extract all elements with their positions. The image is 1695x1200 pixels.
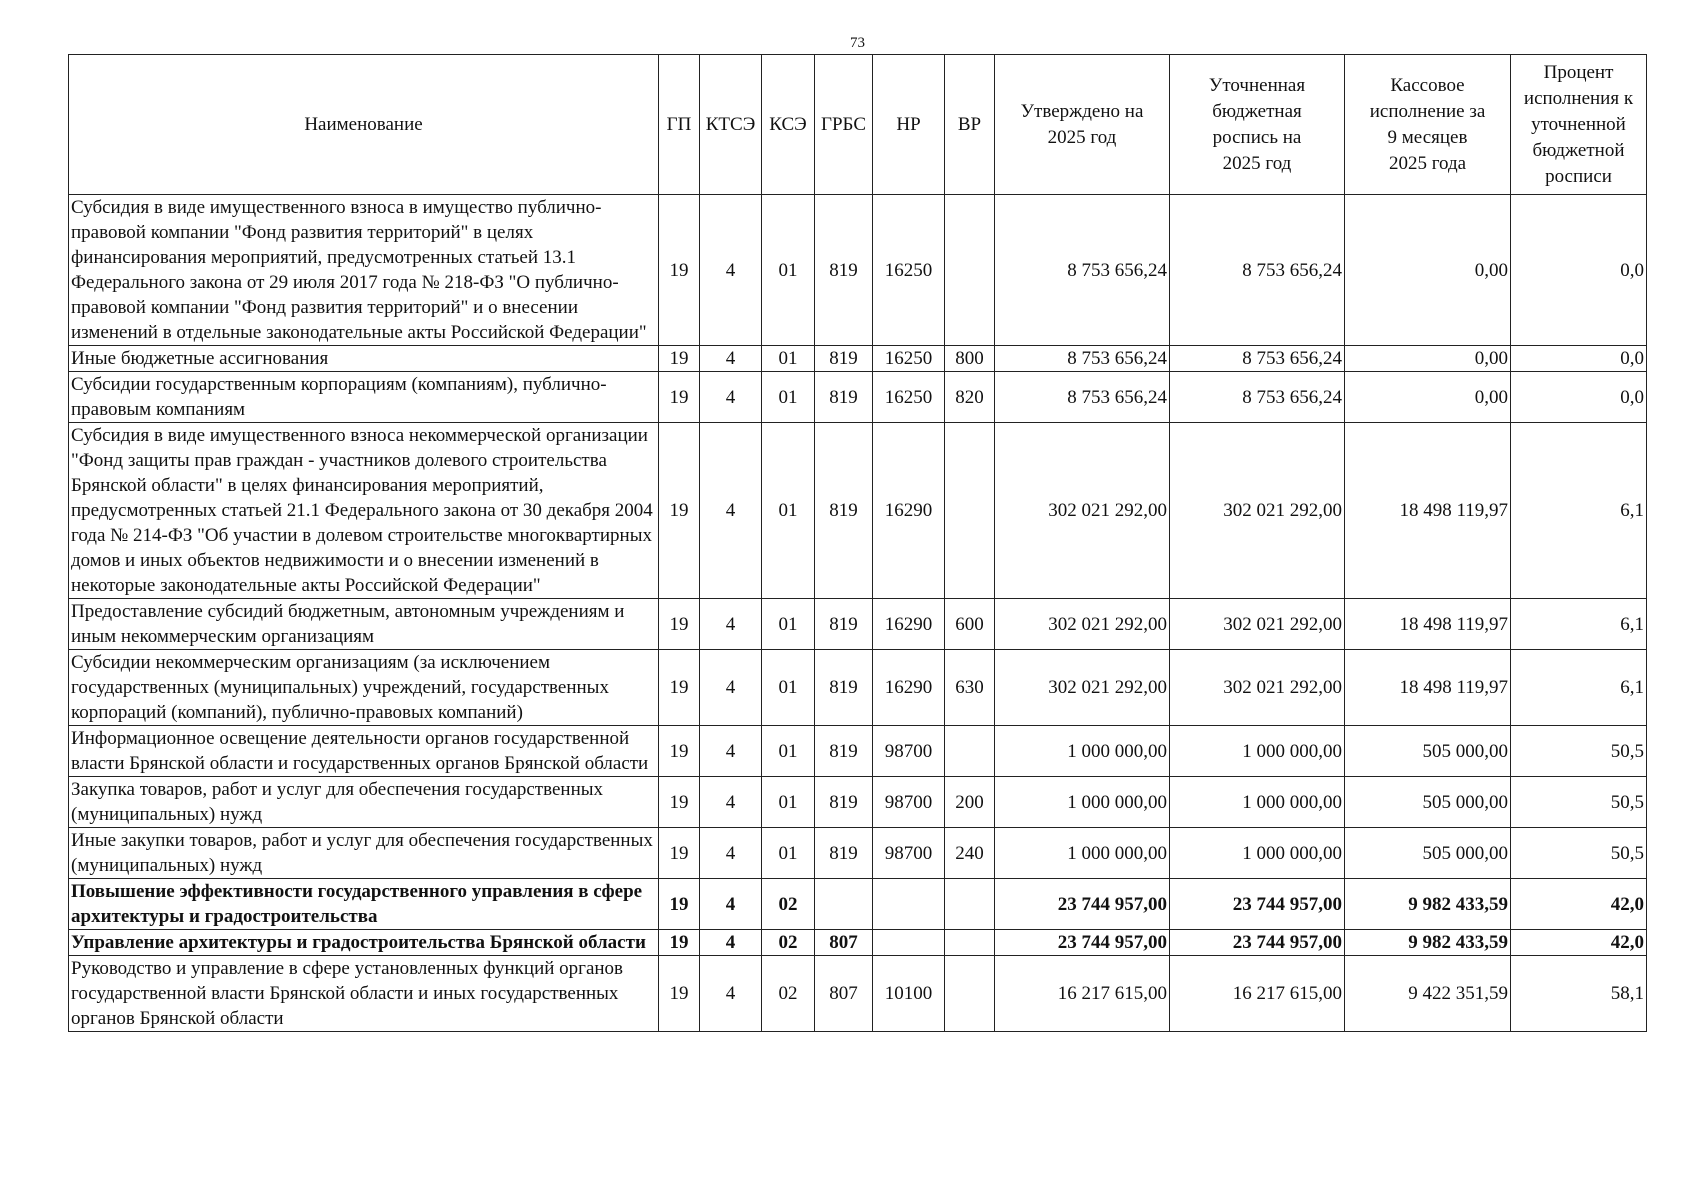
cell-refined: 8 753 656,24 (1170, 195, 1345, 346)
cell-approved: 8 753 656,24 (995, 195, 1170, 346)
cell-ktse: 4 (700, 423, 762, 599)
cell-grbs: 819 (815, 726, 873, 777)
table-row (69, 423, 1647, 599)
cell-refined: 302 021 292,00 (1170, 423, 1345, 599)
table-row (69, 650, 1647, 726)
cell-grbs: 807 (815, 930, 873, 956)
header-cash: Кассовое исполнение за 9 месяцев 2025 года (1345, 55, 1511, 195)
cell-approved: 8 753 656,24 (995, 372, 1170, 423)
cell-cash: 505 000,00 (1345, 828, 1511, 879)
header-percent: Процент исполнения к уточненной бюджетной росписи (1511, 55, 1647, 195)
cell-gp: 19 (659, 599, 700, 650)
cell-refined: 302 021 292,00 (1170, 599, 1345, 650)
cell-percent: 6,1 (1511, 599, 1647, 650)
header-ktse: КТСЭ (700, 55, 762, 195)
cell-approved: 1 000 000,00 (995, 828, 1170, 879)
cell-name: Закупка товаров, работ и услуг для обеспечения государственных (муниципальных) нужд (69, 777, 659, 828)
cell-percent: 42,0 (1511, 930, 1647, 956)
header-vr: ВР (945, 55, 995, 195)
cell-approved: 302 021 292,00 (995, 423, 1170, 599)
cell-cash: 0,00 (1345, 346, 1511, 372)
cell-cash: 0,00 (1345, 195, 1511, 346)
cell-approved: 23 744 957,00 (995, 879, 1170, 930)
header-refined: Уточненная бюджетная роспись на 2025 год (1170, 55, 1345, 195)
cell-gp: 19 (659, 195, 700, 346)
table-body (69, 195, 1647, 1032)
cell-cash: 9 982 433,59 (1345, 930, 1511, 956)
cell-name: Предоставление субсидий бюджетным, автономным учреждениям и иным некоммерческим организациям (69, 599, 659, 650)
cell-nr: 16290 (873, 650, 945, 726)
cell-kse: 01 (762, 828, 815, 879)
cell-kse: 01 (762, 372, 815, 423)
cell-percent: 50,5 (1511, 777, 1647, 828)
cell-grbs: 819 (815, 423, 873, 599)
cell-percent: 6,1 (1511, 650, 1647, 726)
cell-approved: 1 000 000,00 (995, 777, 1170, 828)
cell-nr: 98700 (873, 828, 945, 879)
cell-kse: 02 (762, 930, 815, 956)
table-row (69, 828, 1647, 879)
cell-nr: 16290 (873, 423, 945, 599)
cell-kse: 01 (762, 726, 815, 777)
cell-gp: 19 (659, 726, 700, 777)
cell-ktse: 4 (700, 372, 762, 423)
table-row (69, 372, 1647, 423)
cell-approved: 16 217 615,00 (995, 956, 1170, 1032)
cell-cash: 505 000,00 (1345, 777, 1511, 828)
cell-kse: 01 (762, 195, 815, 346)
cell-approved: 302 021 292,00 (995, 650, 1170, 726)
cell-kse: 01 (762, 650, 815, 726)
cell-name: Иные закупки товаров, работ и услуг для обеспечения государственных (муниципальных) нужд (69, 828, 659, 879)
cell-cash: 505 000,00 (1345, 726, 1511, 777)
header-gp: ГП (659, 55, 700, 195)
cell-refined: 1 000 000,00 (1170, 828, 1345, 879)
cell-gp: 19 (659, 372, 700, 423)
cell-vr (945, 726, 995, 777)
cell-vr: 240 (945, 828, 995, 879)
cell-percent: 0,0 (1511, 372, 1647, 423)
header-kse: КСЭ (762, 55, 815, 195)
cell-grbs: 819 (815, 372, 873, 423)
cell-cash: 0,00 (1345, 372, 1511, 423)
cell-nr: 16250 (873, 372, 945, 423)
cell-vr: 200 (945, 777, 995, 828)
cell-cash: 18 498 119,97 (1345, 599, 1511, 650)
cell-name: Повышение эффективности государственного управления в сфере архитектуры и градостроительства (69, 879, 659, 930)
cell-refined: 8 753 656,24 (1170, 346, 1345, 372)
cell-ktse: 4 (700, 346, 762, 372)
cell-kse: 01 (762, 346, 815, 372)
table-row (69, 599, 1647, 650)
cell-name: Информационное освещение деятельности органов государственной власти Брянской области и государственных органов Брянской области (69, 726, 659, 777)
cell-vr: 800 (945, 346, 995, 372)
cell-cash: 18 498 119,97 (1345, 650, 1511, 726)
cell-approved: 8 753 656,24 (995, 346, 1170, 372)
cell-grbs: 819 (815, 650, 873, 726)
cell-vr (945, 423, 995, 599)
cell-name: Управление архитектуры и градостроительства Брянской области (69, 930, 659, 956)
cell-nr: 16250 (873, 346, 945, 372)
cell-ktse: 4 (700, 956, 762, 1032)
budget-table (68, 54, 1647, 1032)
cell-name: Субсидии некоммерческим организациям (за исключением государственных (муниципальных) учреждений, государственных корпораций (компаний), публично-правовых компаний) (69, 650, 659, 726)
table-row (69, 726, 1647, 777)
cell-name: Руководство и управление в сфере установленных функций органов государственной власти Брянской области и иных государственных органов Брянской области (69, 956, 659, 1032)
cell-gp: 19 (659, 828, 700, 879)
header-approved: Утверждено на 2025 год (995, 55, 1170, 195)
cell-nr: 16250 (873, 195, 945, 346)
cell-nr: 98700 (873, 726, 945, 777)
cell-ktse: 4 (700, 650, 762, 726)
cell-vr: 820 (945, 372, 995, 423)
cell-vr: 600 (945, 599, 995, 650)
cell-name: Иные бюджетные ассигнования (69, 346, 659, 372)
cell-vr (945, 879, 995, 930)
cell-percent: 6,1 (1511, 423, 1647, 599)
cell-kse: 01 (762, 423, 815, 599)
cell-percent: 42,0 (1511, 879, 1647, 930)
cell-refined: 23 744 957,00 (1170, 879, 1345, 930)
cell-refined: 23 744 957,00 (1170, 930, 1345, 956)
cell-nr: 98700 (873, 777, 945, 828)
cell-refined: 16 217 615,00 (1170, 956, 1345, 1032)
page-number: 73 (850, 35, 865, 51)
cell-approved: 302 021 292,00 (995, 599, 1170, 650)
cell-gp: 19 (659, 956, 700, 1032)
cell-vr: 630 (945, 650, 995, 726)
cell-kse: 01 (762, 777, 815, 828)
cell-approved: 1 000 000,00 (995, 726, 1170, 777)
cell-grbs: 819 (815, 195, 873, 346)
cell-nr: 10100 (873, 956, 945, 1032)
cell-approved: 23 744 957,00 (995, 930, 1170, 956)
cell-gp: 19 (659, 423, 700, 599)
cell-gp: 19 (659, 650, 700, 726)
header-grbs: ГРБС (815, 55, 873, 195)
cell-grbs: 819 (815, 828, 873, 879)
cell-gp: 19 (659, 879, 700, 930)
cell-refined: 1 000 000,00 (1170, 777, 1345, 828)
cell-percent: 0,0 (1511, 195, 1647, 346)
cell-vr (945, 195, 995, 346)
cell-refined: 8 753 656,24 (1170, 372, 1345, 423)
cell-percent: 58,1 (1511, 956, 1647, 1032)
cell-ktse: 4 (700, 930, 762, 956)
table-row (69, 956, 1647, 1032)
cell-nr: 16290 (873, 599, 945, 650)
cell-ktse: 4 (700, 828, 762, 879)
cell-percent: 0,0 (1511, 346, 1647, 372)
cell-kse: 02 (762, 956, 815, 1032)
cell-nr (873, 879, 945, 930)
cell-ktse: 4 (700, 726, 762, 777)
cell-ktse: 4 (700, 195, 762, 346)
table-row (69, 346, 1647, 372)
cell-percent: 50,5 (1511, 726, 1647, 777)
cell-cash: 9 422 351,59 (1345, 956, 1511, 1032)
header-name: Наименование (69, 55, 659, 195)
table-row (69, 195, 1647, 346)
table-header-row (69, 55, 1647, 195)
cell-refined: 302 021 292,00 (1170, 650, 1345, 726)
cell-grbs: 819 (815, 777, 873, 828)
table-row (69, 879, 1647, 930)
cell-gp: 19 (659, 346, 700, 372)
cell-ktse: 4 (700, 879, 762, 930)
cell-grbs: 807 (815, 956, 873, 1032)
cell-grbs: 819 (815, 599, 873, 650)
cell-gp: 19 (659, 930, 700, 956)
cell-percent: 50,5 (1511, 828, 1647, 879)
cell-gp: 19 (659, 777, 700, 828)
cell-refined: 1 000 000,00 (1170, 726, 1345, 777)
cell-name: Субсидия в виде имущественного взноса некоммерческой организации "Фонд защиты прав граждан - участников долевого строительства Брянской области" в целях финансирования мероприятий, предусмотренных статьей 21.1 Федерального закона от 30 декабря 2004 года № 214-ФЗ "Об участии в долевом строительстве многоквартирных домов и иных объектов недвижимости и о внесении изменений в некоторые законодательные акты Российской Федерации" (69, 423, 659, 599)
cell-ktse: 4 (700, 777, 762, 828)
cell-cash: 9 982 433,59 (1345, 879, 1511, 930)
cell-vr (945, 930, 995, 956)
cell-nr (873, 930, 945, 956)
cell-name: Субсидии государственным корпорациям (компаниям), публично-правовым компаниям (69, 372, 659, 423)
cell-ktse: 4 (700, 599, 762, 650)
cell-vr (945, 956, 995, 1032)
header-nr: НР (873, 55, 945, 195)
cell-name: Субсидия в виде имущественного взноса в имущество публично-правовой компании "Фонд развития территорий" в целях финансирования мероприятий, предусмотренных статьей 13.1 Федерального закона от 29 июля 2017 года № 218-ФЗ "О публично-правовой компании "Фонд развития территорий" и о внесении изменений в отдельные законодательные акты Российской Федерации" (69, 195, 659, 346)
table-row (69, 777, 1647, 828)
cell-cash: 18 498 119,97 (1345, 423, 1511, 599)
cell-grbs (815, 879, 873, 930)
cell-kse: 01 (762, 599, 815, 650)
table-row (69, 930, 1647, 956)
cell-kse: 02 (762, 879, 815, 930)
cell-grbs: 819 (815, 346, 873, 372)
